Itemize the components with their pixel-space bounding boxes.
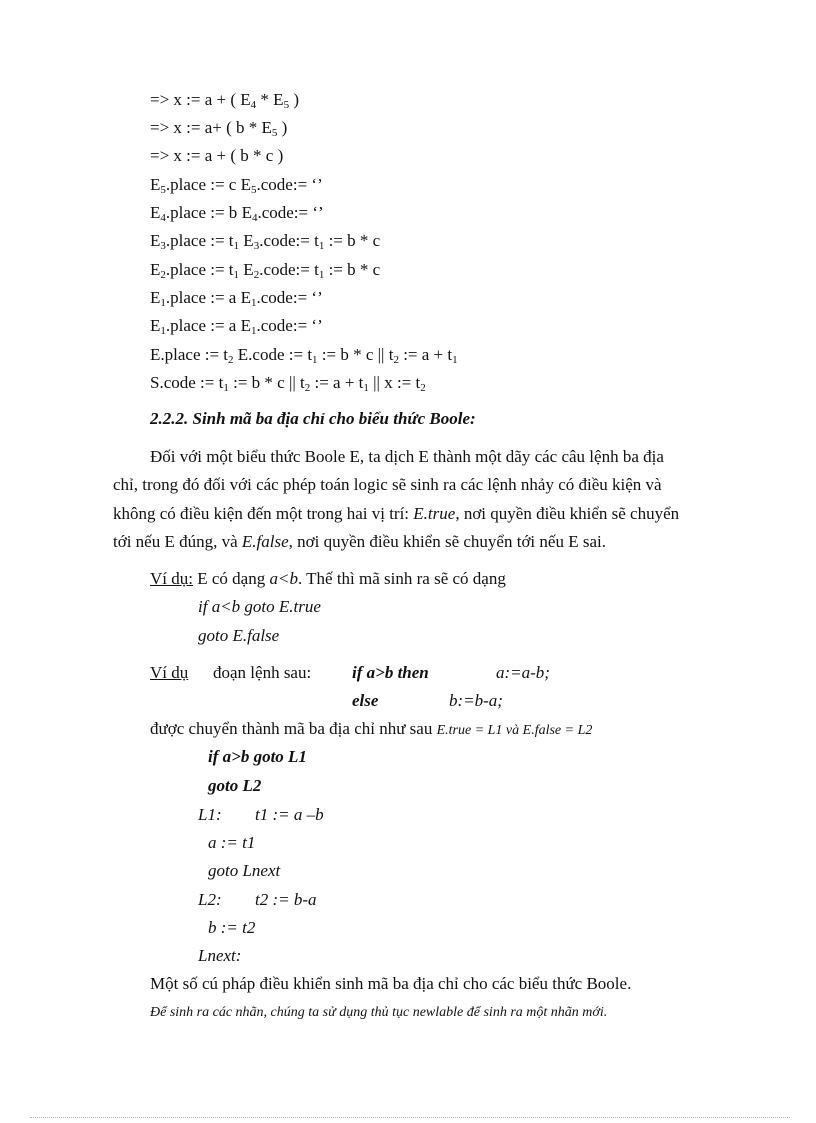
page-bottom-divider [30, 1117, 790, 1118]
derivation-line-3: => x := a + ( b * c ) [150, 146, 284, 165]
example-2-label: Ví dụ [150, 663, 189, 682]
intro-line-2: chỉ, trong đó đối với các phép toán logic sẽ sinh ra các lệnh nhảy có điều kiện và [113, 475, 662, 494]
code-line-6: t2 := b-a [255, 890, 317, 909]
code-line-4: a := t1 [208, 833, 256, 852]
attribute-line-2: $E_4.place$ := b $E_4.code:=$ ‘’ [150, 203, 324, 224]
attribute-line-5: $E_1.place$ := a $E_1.code:=$ ‘’ [150, 288, 323, 309]
example-1-code-2: goto E.false [198, 626, 280, 645]
example-2-stmt-1: a:=a-b; [496, 663, 550, 682]
code-line-2: goto L2 [208, 776, 262, 795]
attribute-line-4: $E_2.place$ := $t_1$ $E_2.code:= t_1$ := b * c [150, 260, 381, 281]
closing-line: Một số cú pháp điều khiển sinh mã ba địa chỉ cho các biểu thức Boole. [150, 974, 632, 993]
code-line-1: if a>b goto L1 [208, 747, 307, 766]
intro-line-3: không có điều kiện đến một trong hai vị trí: E.true, nơi quyền điều khiển sẽ chuyển [113, 504, 680, 523]
example-2-if: if a>b then [352, 663, 429, 682]
example-2-text: đoạn lệnh sau: [213, 663, 312, 682]
derivation-line-2: => x := a+ ( b * $E_5$ ) [150, 118, 288, 139]
intro-line-4: tới nếu E đúng, và E.false, nơi quyền điều khiển sẽ chuyển tới nếu E sai. [113, 532, 606, 551]
attribute-line-3: $E_3.place$ := $t_1$ $E_3.code:= t_1$ := b * c [150, 231, 381, 252]
code-line-5: goto Lnext [208, 861, 281, 880]
example-1-label: Ví dụ: [150, 569, 193, 588]
section-heading: 2.2.2. Sinh mã ba địa chỉ cho biểu thức Boole: [150, 409, 476, 428]
code-line-8: Lnext: [198, 946, 242, 965]
intro-line-1: Đối với một biểu thức Boole E, ta dịch E thành một dãy các câu lệnh ba địa [150, 447, 664, 466]
code-line-3: t1 := a –b [255, 805, 324, 824]
translated-line: được chuyển thành mã ba địa chỉ như sau E.true = L1 và E.false = L2 [150, 719, 593, 738]
attribute-line-1: $E_5.place$ := c $E_5.code:=$ ‘’ [150, 175, 323, 196]
code-label-l1: L1: [198, 805, 222, 824]
example-2-stmt-2: b:=b-a; [449, 691, 503, 710]
attribute-line-8: S.code := $t_1$ := b * c || $t_2$ := $a + t_1$ || x := $t_2$ [150, 373, 426, 394]
derivation-line-1: => x := a + ( $E_4 * E_5$ ) [150, 90, 299, 111]
example-1-line: Ví dụ: E có dạng a<b. Thế thì mã sinh ra sẽ có dạng [150, 569, 506, 588]
code-line-7: b := t2 [208, 918, 256, 937]
attribute-line-7: E.place := $t_2$ E.code := $t_1$ := b * c || $t_2$ := $a + t_1$ [150, 345, 458, 366]
code-label-l2: L2: [198, 890, 222, 909]
example-1-code-1: if a<b goto E.true [198, 597, 321, 616]
note-line: Để sinh ra các nhãn, chúng ta sử dụng thủ tục newlable để sinh ra một nhãn mới. [150, 1005, 608, 1020]
attribute-line-6: $E_1.place$ := a $E_1.code:=$ ‘’ [150, 316, 323, 337]
example-2-else: else [352, 691, 379, 710]
